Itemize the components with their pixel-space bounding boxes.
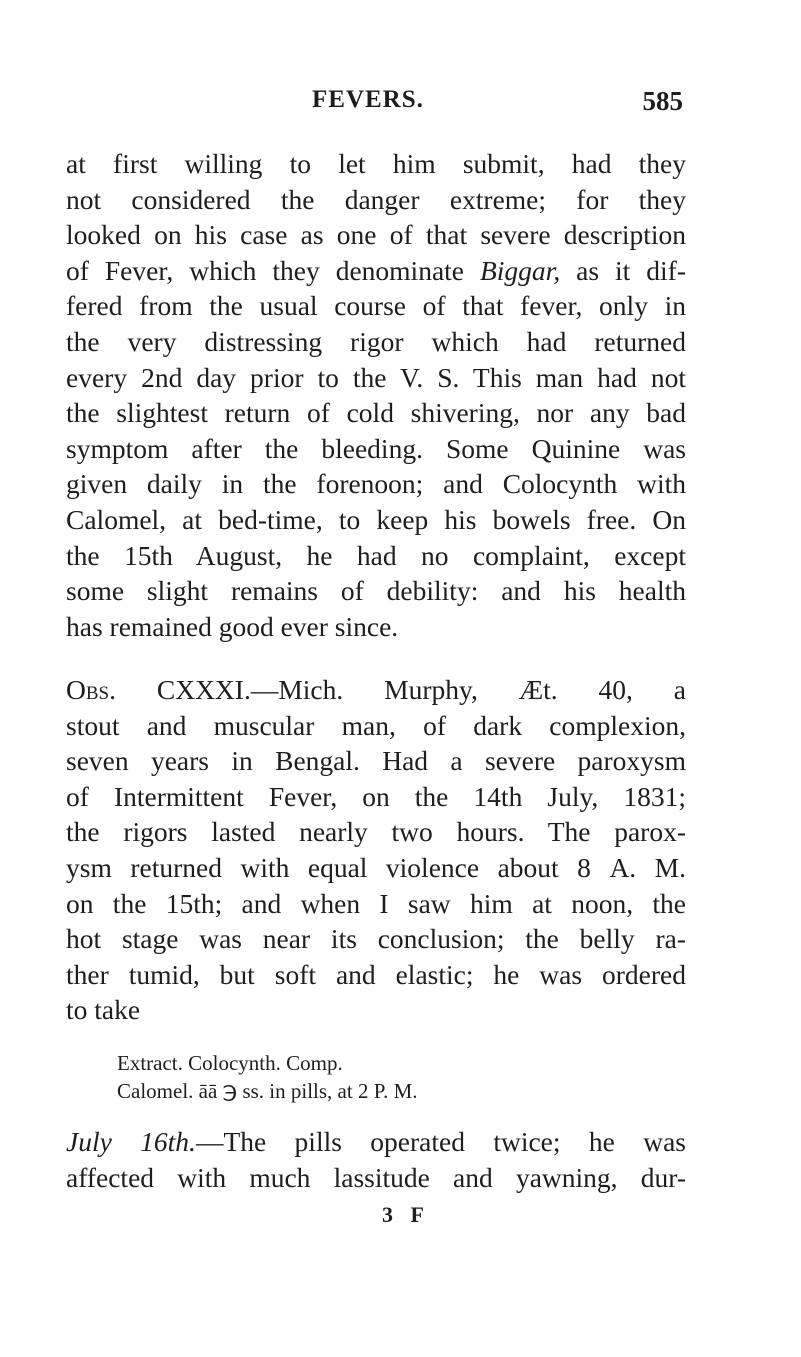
text-line: not considered the danger extreme; for they (66, 183, 686, 215)
text-line: affected with much lassitude and yawning, dur- (66, 1161, 686, 1193)
text-line-with-date (66, 1124, 686, 1160)
text-segment: of Fever, which they denominate (66, 254, 480, 286)
text-line: on the 15th; and when I saw him at noon, the (66, 887, 686, 919)
text-line: looked on his case as one of that severe description (66, 219, 686, 251)
text-line: ther tumid, but soft and elastic; he was ordered (66, 958, 686, 990)
text-line-obs-heading (66, 672, 686, 708)
running-head: FEVERS. (312, 86, 424, 113)
italic-term: Biggar, (479, 254, 561, 286)
text-line: of Intermittent Fever, on the 14th July, 1831; (66, 780, 686, 812)
text-segment: CXXXI.—Mich. Murphy, Æt. 40, a (115, 674, 686, 705)
text-line-with-term (66, 253, 686, 289)
text-line: given daily in the forenoon; and Colocynth with (66, 468, 686, 500)
prescription-line-1: Extract. Colocynth. Comp. (117, 1051, 343, 1075)
text-segment: ysm returned with equal violence about 8 (66, 851, 610, 883)
signature-mark: 3 F (382, 1202, 430, 1227)
text-line: the rigors lasted nearly two hours. The parox- (66, 816, 686, 848)
text-line: at first willing to let him submit, had they (66, 148, 686, 179)
paragraph-observation-131 (66, 672, 686, 1028)
text-line: fered from the usual course of that fever, only in (66, 290, 686, 322)
paragraph-case-continuation (66, 146, 686, 644)
text-line: symptom after the bleeding. Some Quinine was (66, 432, 686, 464)
text-line: to take (66, 994, 141, 1026)
text-line: the very distressing rigor which had returned (66, 325, 686, 357)
time-mark: A. M. (609, 851, 687, 883)
text-line: has remained good ever since. (66, 610, 399, 642)
prescription-line-2: Calomel. āā ℈ ss. in pills, at 2 P. M. (117, 1079, 418, 1103)
text-line: the 15th August, he had no complaint, except (66, 539, 686, 571)
obs-label: Obs. (66, 674, 116, 705)
text-line: some slight remains of debility: and his health (66, 575, 686, 607)
page-header (66, 86, 683, 126)
date-heading: July 16th. (66, 1126, 196, 1157)
text-line: the slightest return of cold shivering, nor any bad (66, 397, 686, 429)
text-line: seven years in Bengal. Had a severe paroxysm (66, 745, 686, 777)
page-number: 585 (642, 86, 683, 116)
text-line: hot stage was near its conclusion; the belly ra- (66, 923, 686, 955)
text-segment: —The pills operated twice; he was (195, 1126, 686, 1157)
text-line-with-time (66, 850, 686, 886)
text-line: Calomel, at bed-time, to keep his bowels free. On (66, 503, 686, 535)
text-segment: as it dif- (560, 254, 686, 286)
text-line: stout and muscular man, of dark complexion, (66, 709, 686, 741)
paragraph-july-16 (66, 1124, 686, 1195)
text-line: every 2nd day prior to the V. S. This man had not (66, 361, 686, 393)
